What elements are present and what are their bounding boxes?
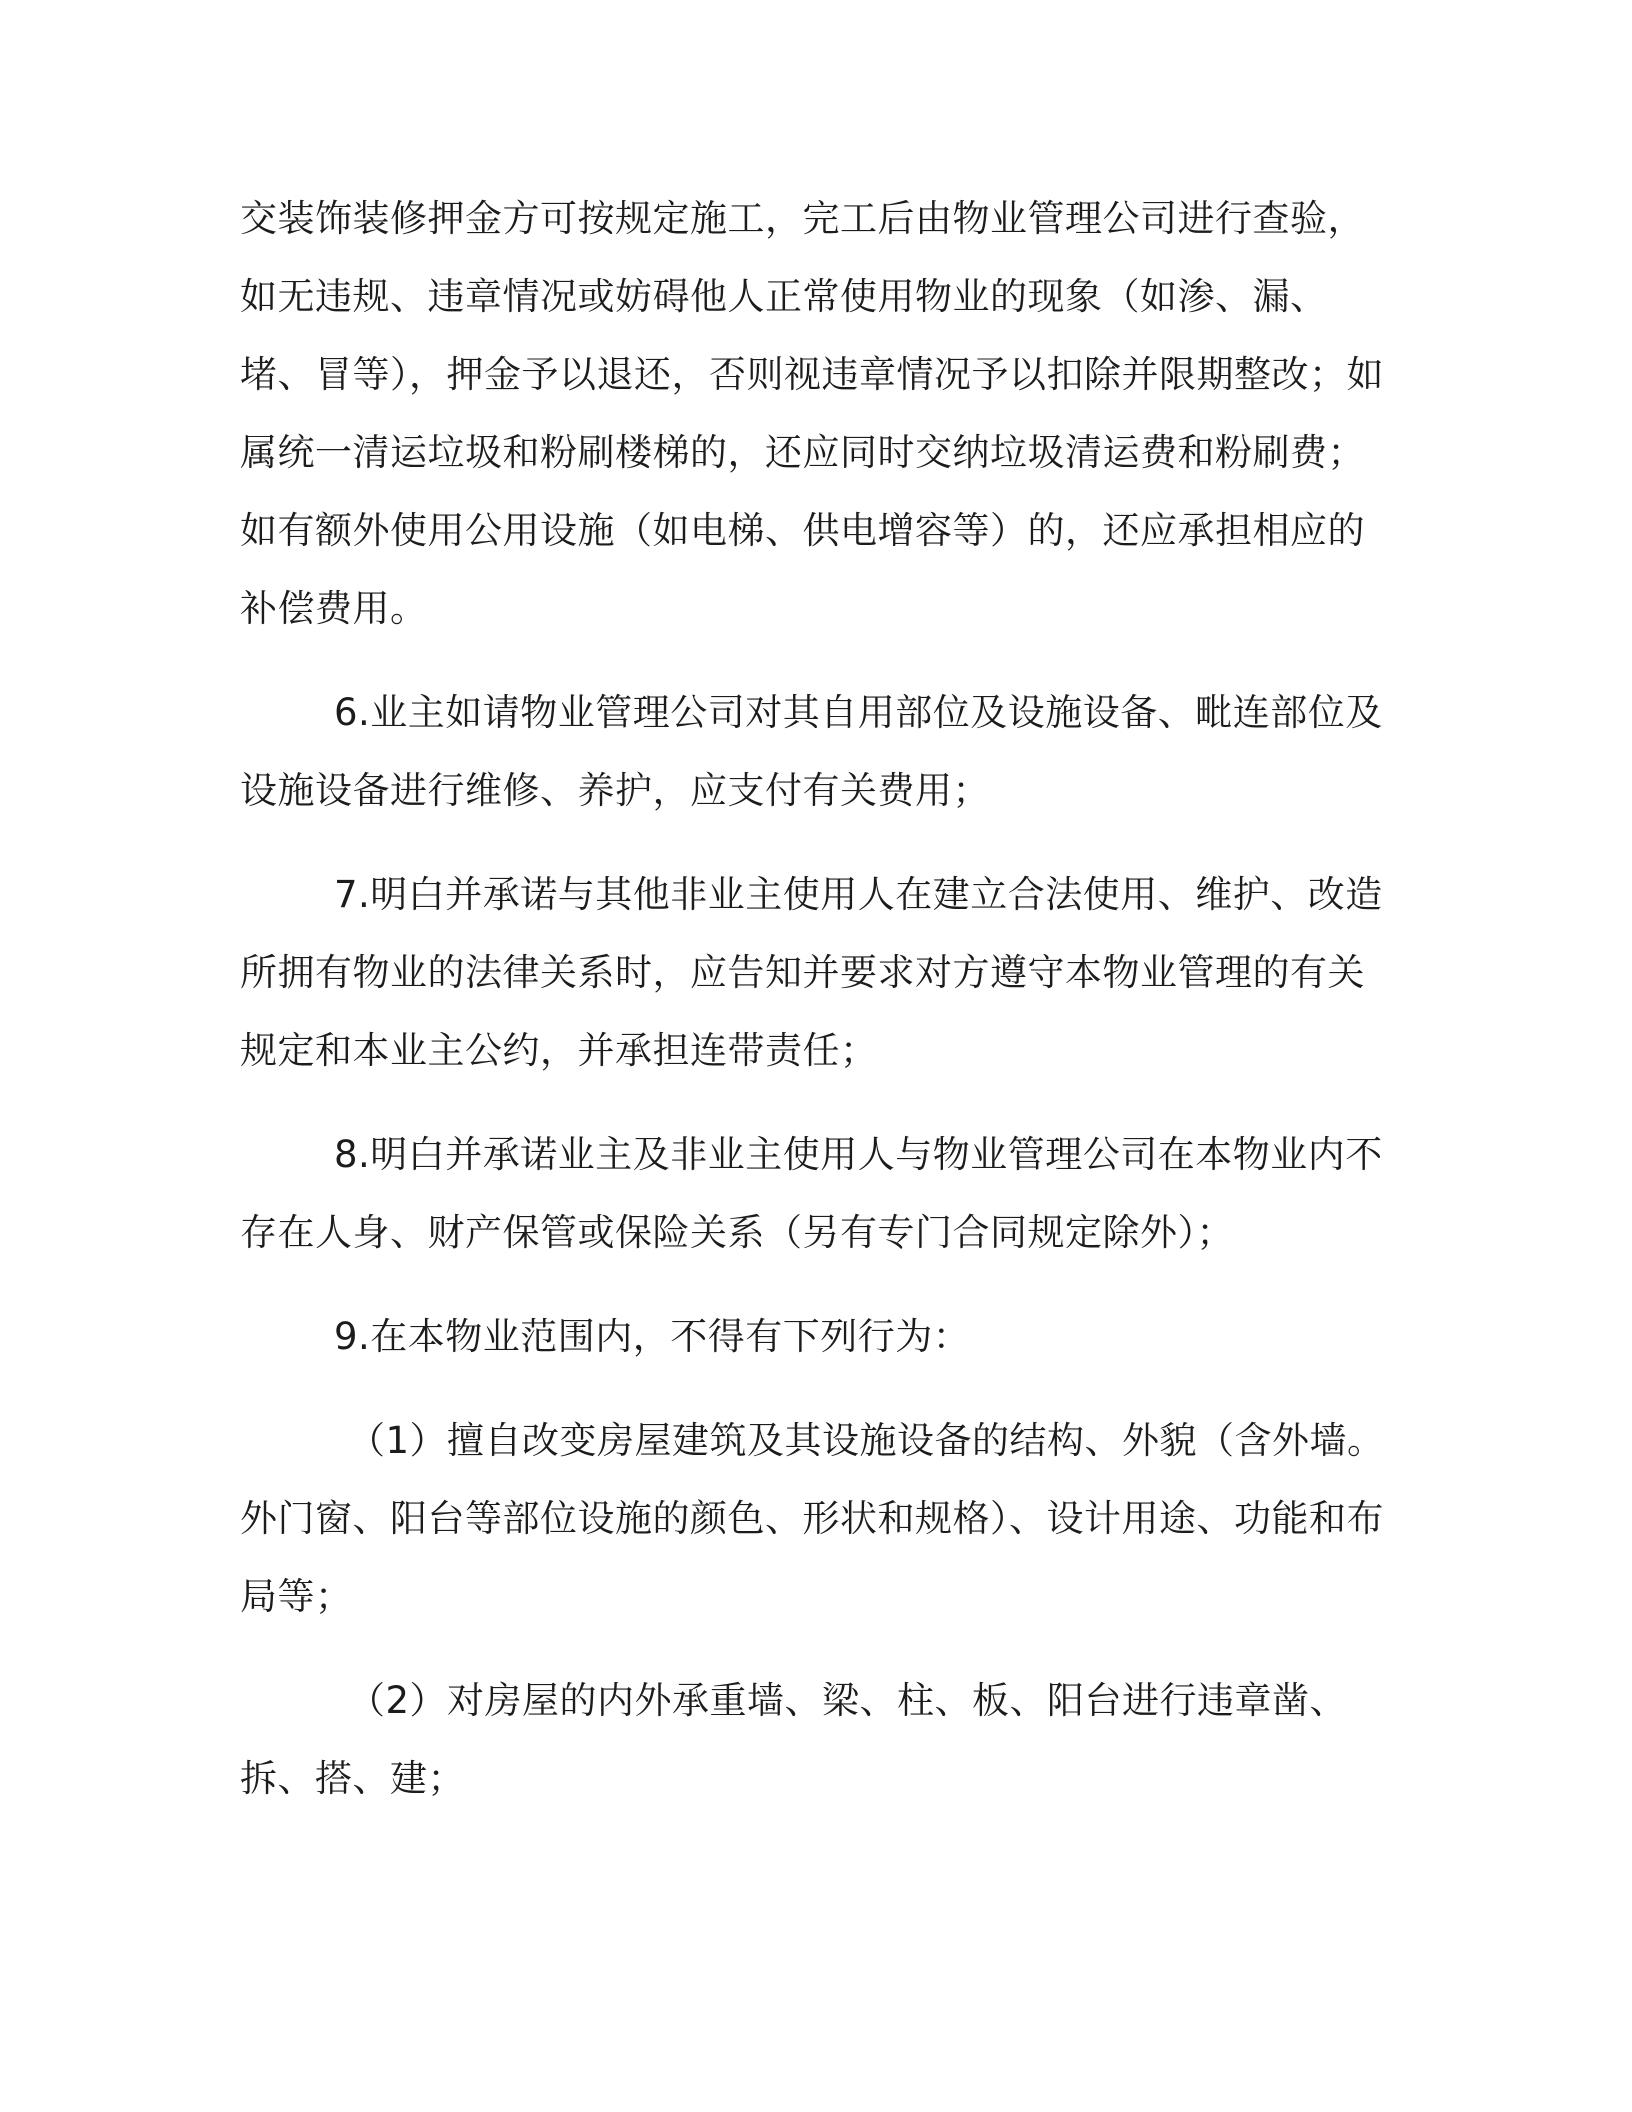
paragraph-item-9-1: （1）擅自改变房屋建筑及其设施设备的结构、外貌（含外墙。外门窗、阳台等部位设施的颜色、形状和规格）、设计用途、功能和布局等；: [240, 1419, 1385, 1618]
document-body: [240, 180, 1390, 1844]
paragraph-item-7: 7.明白并承诺与其他非业主使用人在建立合法使用、维护、改造所拥有物业的法律关系时，应告知并要求对方遵守本物业管理的有关规定和本业主公约，并承担连带责任；: [240, 873, 1383, 1072]
paragraph-item-6: 6.业主如请物业管理公司对其自用部位及设施设备、毗连部位及设施设备进行维修、养护，应支付有关费用；: [240, 691, 1383, 812]
paragraph-deposit-continuation: 交装饰装修押金方可按规定施工，完工后由物业管理公司进行查验，如无违规、违章情况或妨碍他人正常使用物业的现象（如渗、漏、堵、冒等），押金予以退还，否则视违章情况予以扣除并限期整改；如属统一清运垃圾和粉刷楼梯的，还应同时交纳垃圾清运费和粉刷费；如有额外使用公用设施（如电梯、供电增容等）的，还应承担相应的补偿费用。: [240, 197, 1384, 630]
paragraph-item-9-2: （2）对房屋的内外承重墙、梁、柱、板、阳台进行违章凿、拆、搭、建；: [240, 1679, 1348, 1800]
paragraph-item-8: 8.明白并承诺业主及非业主使用人与物业管理公司在本物业内不存在人身、财产保管或保险关系（另有专门合同规定除外）；: [240, 1133, 1383, 1254]
paragraph-item-9: 9.在本物业范围内，不得有下列行为：: [334, 1315, 971, 1358]
